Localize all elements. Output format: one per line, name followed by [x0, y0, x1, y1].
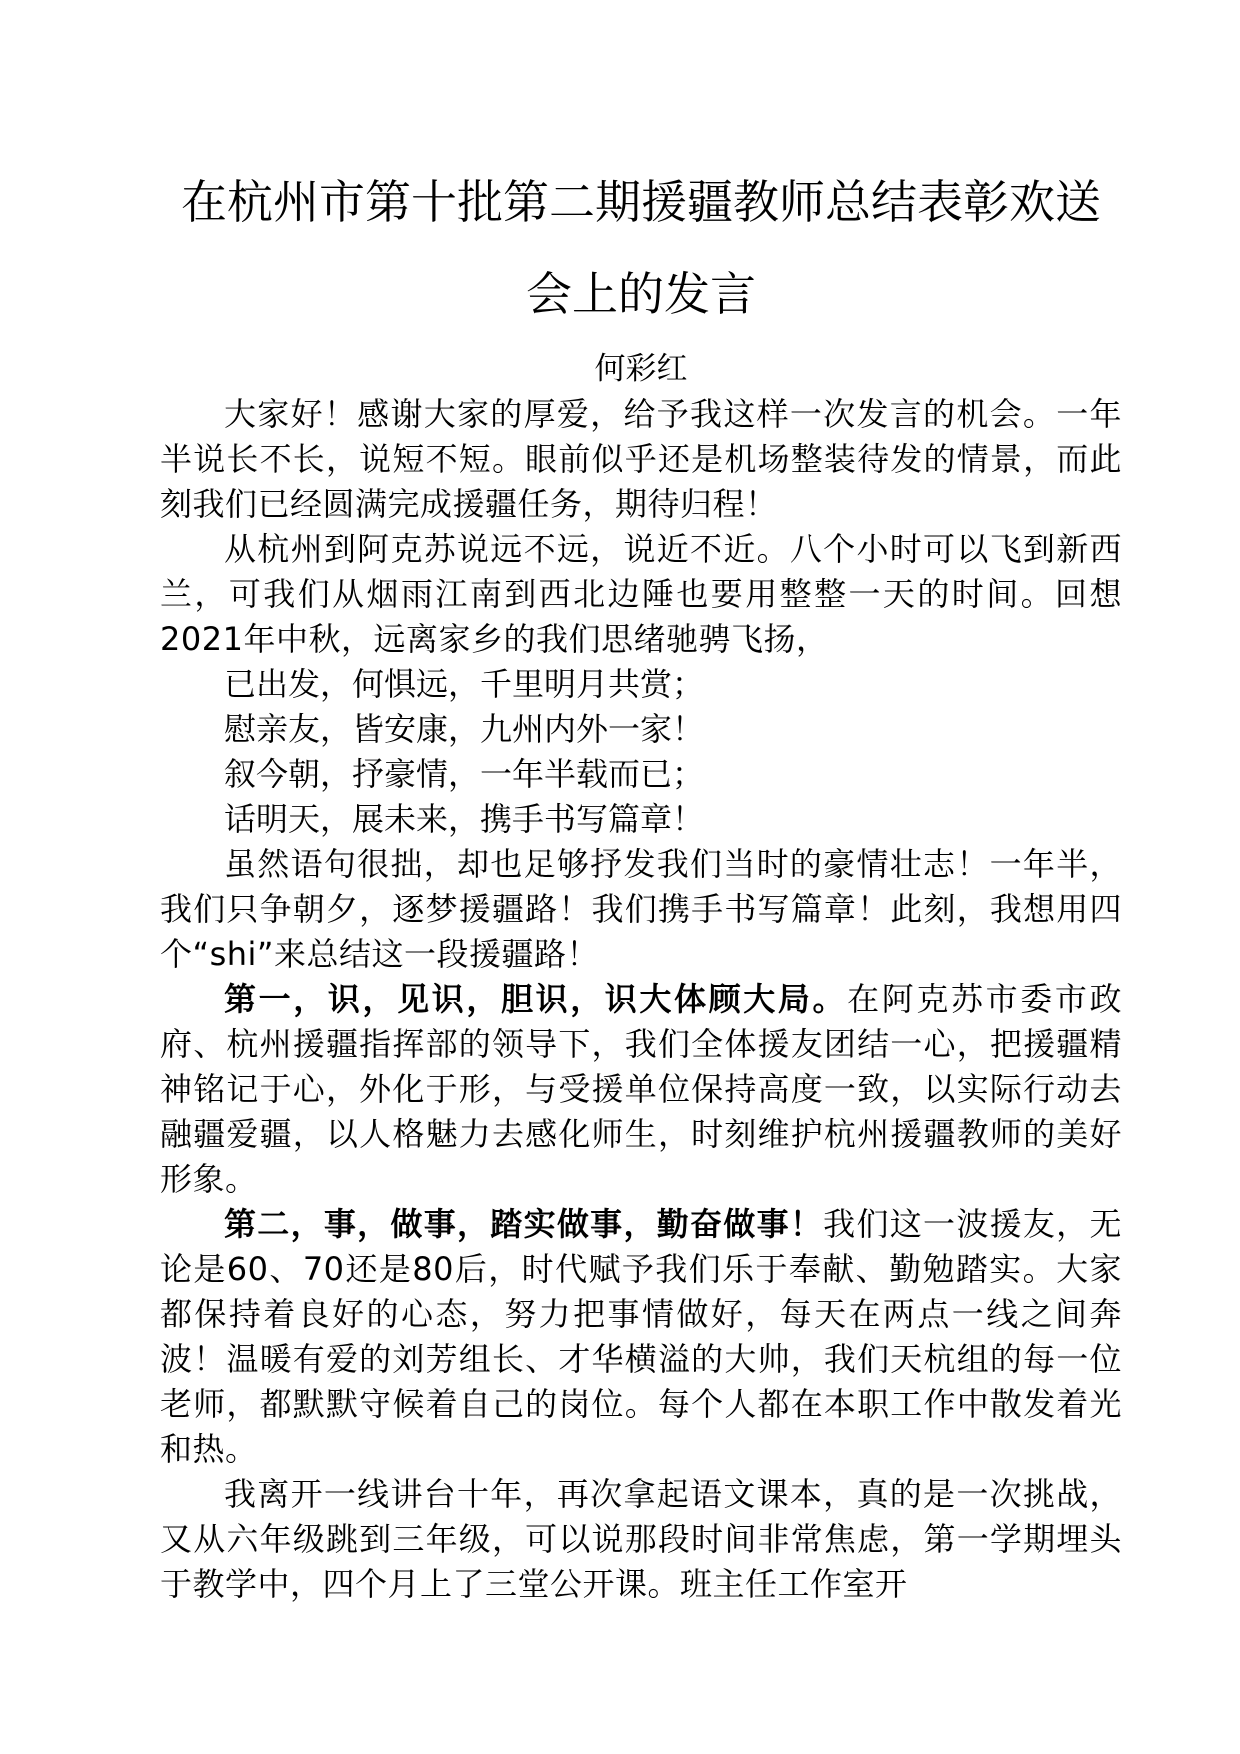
title-line-2: 会上的发言 [526, 267, 756, 321]
poem [160, 662, 1122, 842]
document-title [160, 156, 1122, 340]
poem-line: 叙今朝，抒豪情，一年半载而已； [224, 755, 705, 793]
title-line-1: 在杭州市第十批第二期援疆教师总结表彰欢送 [181, 175, 1101, 229]
paragraph-second-shi [160, 1202, 1122, 1472]
poem-line: 已出发，何惧远，千里明月共赏； [224, 665, 705, 703]
second-shi-heading: 第二，事，做事，踏实做事，勤奋做事！ [224, 1205, 824, 1243]
second-shi-text: 我们这一波援友，无论是60、70还是80后，时代赋予我们乐于奉献、勤勉踏实。大家都保持着良好的心态，努力把事情做好，每天在两点一线之间奔波！温暖有爱的刘芳组长、才华横溢的大帅，我们天杭组的每一位老师，都默默守候着自己的岗位。每个人都在本职工作中散发着光和热。 [160, 1205, 1122, 1468]
poem-line: 慰亲友，皆安康，九州内外一家！ [224, 710, 705, 748]
paragraph-greeting: 大家好！感谢大家的厚爱，给予我这样一次发言的机会。一年半说长不长，说短不短。眼前似乎还是机场整装待发的情景，而此刻我们已经圆满完成援疆任务，期待归程！ [160, 395, 1122, 523]
author-name: 何彩红 [594, 351, 688, 387]
paragraph-teaching: 我离开一线讲台十年，再次拿起语文课本，真的是一次挑战，又从六年级跳到三年级，可以说那段时间非常焦虑，第一学期埋头于教学中，四个月上了三堂公开课。班主任工作室开 [160, 1475, 1122, 1603]
paragraph-journey: 从杭州到阿克苏说远不远，说近不近。八个小时可以飞到新西兰，可我们从烟雨江南到西北边陲也要用整整一天的时间。回想2021年中秋，远离家乡的我们思绪驰骋飞扬， [160, 530, 1122, 658]
first-shi-text: 在阿克苏市委市政府、杭州援疆指挥部的领导下，我们全体援友团结一心，把援疆精神铭记于心，外化于形，与受援单位保持高度一致，以实际行动去融疆爱疆，以人格魅力去感化师生，时刻维护杭州援疆教师的美好形象。 [160, 980, 1122, 1198]
poem-line: 话明天，展未来，携手书写篇章！ [224, 800, 705, 838]
paragraph-reflection: 虽然语句很拙，却也足够抒发我们当时的豪情壮志！一年半，我们只争朝夕，逐梦援疆路！我们携手书写篇章！此刻，我想用四个“shi”来总结这一段援疆路！ [160, 845, 1122, 973]
paragraph-first-shi [160, 977, 1122, 1202]
first-shi-heading: 第一，识，见识，胆识，识大体顾大局。 [224, 980, 848, 1018]
